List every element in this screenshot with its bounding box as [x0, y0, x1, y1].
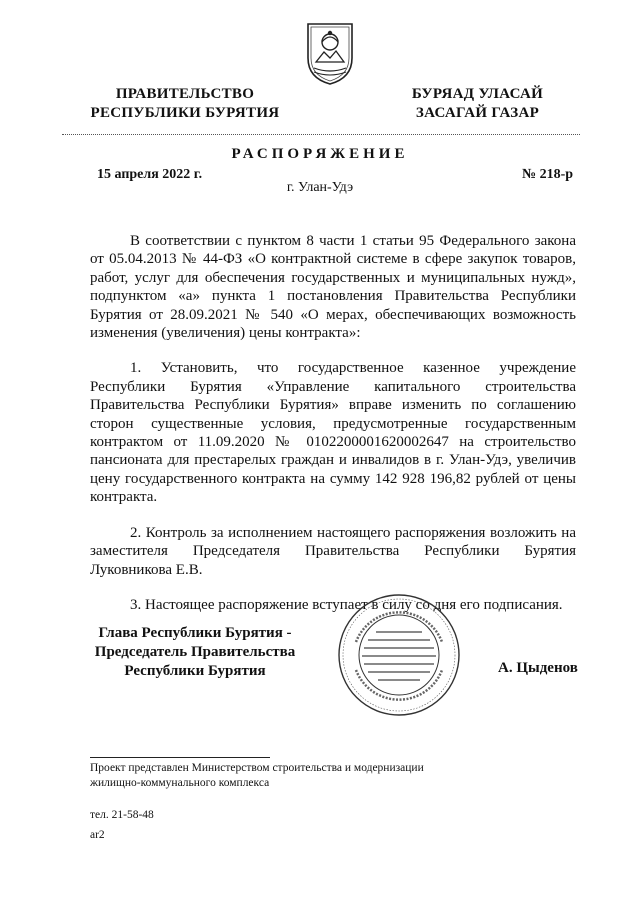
paragraph-item-3: 3. Настоящее распоряжение вступает в силу со дня его подписания.: [130, 596, 563, 613]
document-date: 15 апреля 2022 г.: [97, 167, 203, 182]
footnote-line2: жилищно-коммунального комплекса: [90, 777, 270, 789]
header-left-line1: ПРАВИТЕЛЬСТВО: [115, 86, 255, 102]
paragraph-preamble: В соответствии с пунктом 8 части 1 статьи 95 Федерального закона от 05.04.2013 № 44-ФЗ «О контрактной системе в сфере закупок товаров, работ, услуг для обеспечения государственных и муниципальных нужд», подпунктом «а» пункта 1 постановления Правительства Республики Бурятия от 28.09.2021 № 540 «О мерах, обеспечивающих возможность изменения (увеличения) цены контракта»:: [90, 233, 576, 342]
header-right-line1: БУРЯАД УЛАСАЙ: [411, 86, 544, 102]
document-city: г. Улан-Удэ: [286, 180, 354, 195]
signatory-title-line3: Республики Бурятия: [124, 663, 266, 679]
signatory-title: [80, 624, 310, 681]
coat-of-arms-icon: [300, 18, 360, 86]
header-left: [80, 85, 290, 123]
header-right: [400, 85, 555, 123]
signatory-title-line2: Председатель Правительства: [94, 644, 296, 660]
paragraph-item-2: 2. Контроль за исполнением настоящего распоряжения возложить на заместителя Председателя Правительства Республики Бурятия Луковникова Е.В.: [90, 524, 576, 578]
signatory-title-line1: Глава Республики Бурятия -: [98, 625, 292, 641]
document-body: [90, 232, 576, 631]
official-seal-stamp: [336, 592, 462, 718]
footnote-project-info: [90, 761, 560, 791]
footnote-code: ar2: [90, 829, 105, 841]
header-right-line2: ЗАСАГАЙ ГАЗАР: [415, 105, 540, 121]
header-left-line2: РЕСПУБЛИКИ БУРЯТИЯ: [90, 105, 280, 121]
footnote-phone: тел. 21-58-48: [90, 809, 154, 821]
document-title: РАСПОРЯЖЕНИЕ: [231, 146, 409, 162]
footnote-divider: [90, 757, 270, 758]
document-number: № 218-р: [522, 167, 574, 182]
paragraph-item-1: 1. Установить, что государственное казенное учреждение Республики Бурятия «Управление капитального строительства Правительства Республики Бурятия» вправе изменить по соглашению сторон существенные условия, предусмотренные государственным контрактом от 11.09.2020 № 0102200001620002647 на строительство пансионата для престарелых граждан и инвалидов в г. Улан-Удэ, увеличив цену государственного контракта на сумму 142 928 196,82 рублей от цены контракта.: [90, 360, 576, 506]
header-separator: [62, 134, 580, 135]
footnote-line1: Проект представлен Министерством строительства и модернизации: [90, 762, 424, 774]
signatory-name: А. Цыденов: [498, 660, 578, 676]
